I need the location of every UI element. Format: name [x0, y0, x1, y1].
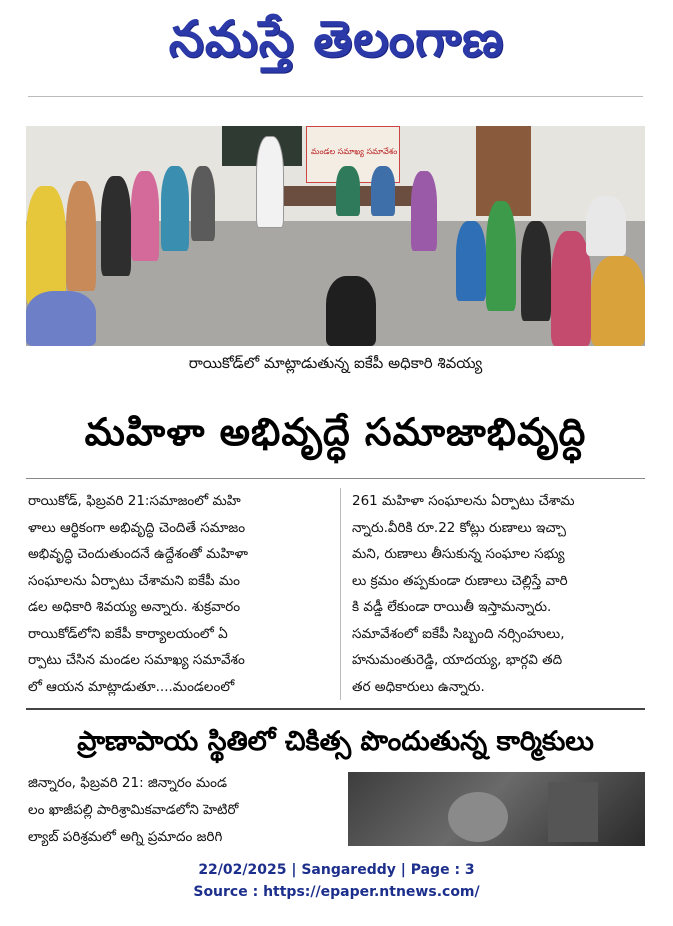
photo-person [131, 171, 159, 261]
photo-person [521, 221, 551, 321]
second-article-photo [348, 772, 645, 846]
text-line: ర్పాటు చేసిన మండల సమాఖ్య సమావేశం [28, 652, 245, 668]
photo-person [486, 201, 516, 311]
footer-source-link[interactable]: Source : https://epaper.ntnews.com/ [193, 884, 480, 900]
text-line: సమావేశంలో ఐకేపీ సిబ్బంది నర్సింహులు, [352, 625, 565, 642]
photo-person [456, 221, 486, 301]
article-column-right [352, 488, 644, 700]
text-line: తర అధికారులు ఉన్నారు. [352, 678, 485, 695]
text-line: కి వడ్డీ లేకుండా రాయితీ ఇస్తామన్నారు. [352, 599, 552, 615]
photo-person [26, 291, 96, 346]
text-line: రాయికోడ్, ఫిబ్రవరి 21:సమాజంలో మహి [28, 493, 241, 509]
photo-person [591, 256, 645, 346]
text-line: అభివృద్ధి చెందుతుందనే ఉద్దేశంతో మహిళా [28, 546, 248, 562]
text-line: న్నారు.వీరికి రూ.22 కోట్లు రుణాలు ఇచ్చా [352, 519, 566, 536]
text-line: సంఘాలను ఏర్పాటు చేశామని ఐకేపీ మం [28, 572, 241, 589]
photo-machinery [548, 782, 598, 842]
text-line: మని, రుణాలు తీసుకున్న సంఘాల సభ్యు [352, 546, 565, 562]
photo-machinery [448, 792, 508, 842]
photo-person [551, 231, 591, 346]
text-line: ల్యాబ్ పరిశ్రమలో అగ్ని ప్రమాదం జరిగి [28, 829, 223, 845]
headline-divider [26, 478, 645, 479]
second-article-headline: ప్రాణాపాయ స్థితిలో చికిత్స పొందుతున్న కార్మికులు [77, 726, 594, 757]
photo-banner-text: మండల సమాఖ్య సమావేశం [311, 147, 398, 156]
section-divider [26, 708, 645, 710]
article-headline: మహిళా అభివృద్ధే సమాజాభివృద్ధి [84, 410, 587, 454]
photo-person [371, 166, 395, 216]
article-photo [26, 126, 645, 346]
masthead-divider [28, 96, 643, 97]
article-column-left [28, 488, 328, 700]
photo-person [191, 166, 215, 241]
photo-person [161, 166, 189, 251]
text-line: లు క్రమం తప్పకుండా రుణాలు చెల్లిస్తే వారి [352, 572, 568, 589]
text-line: 261 మహిళా సంఘాలను ఏర్పాటు చేశామ [352, 493, 575, 509]
text-line: లో ఆయన మాట్లాడుతూ....మండలంలో [28, 678, 235, 695]
text-line: డల అధికారి శివయ్య అన్నారు. శుక్రవారం [28, 599, 241, 615]
photo-person [66, 181, 96, 291]
text-line: రాయికోడ్‌లోని ఐకేపీ కార్యాలయంలో ఏ [28, 625, 228, 642]
photo-person [326, 276, 376, 346]
newspaper-masthead: నమస్తే తెలంగాణ [168, 10, 505, 68]
text-line: హనుమంతురెడ్డి, యాదయ్య, భార్గవి తది [352, 652, 563, 668]
footer-date-edition: 22/02/2025 | Sangareddy | Page : 3 [198, 862, 475, 878]
photo-person [336, 166, 360, 216]
text-line: ళాలు ఆర్థికంగా అభివృద్ధి చెందితే సమాజం [28, 519, 246, 536]
photo-person [411, 171, 437, 251]
photo-person [101, 176, 131, 276]
text-line: జిన్నారం, ఫిబ్రవరి 21: జిన్నారం మండ [28, 775, 227, 791]
text-line: లం ఖాజీపల్లి పారిశ్రామికవాడలోని హెటిరో [28, 802, 239, 818]
photo-person [586, 196, 626, 256]
column-divider [340, 488, 341, 700]
photo-caption: రాయికోడ్‌లో మాట్లాడుతున్న ఐకేపీ అధికారి శివయ్య [188, 354, 483, 372]
second-article-column [28, 770, 338, 846]
photo-person [26, 186, 66, 306]
photo-person [256, 136, 284, 228]
